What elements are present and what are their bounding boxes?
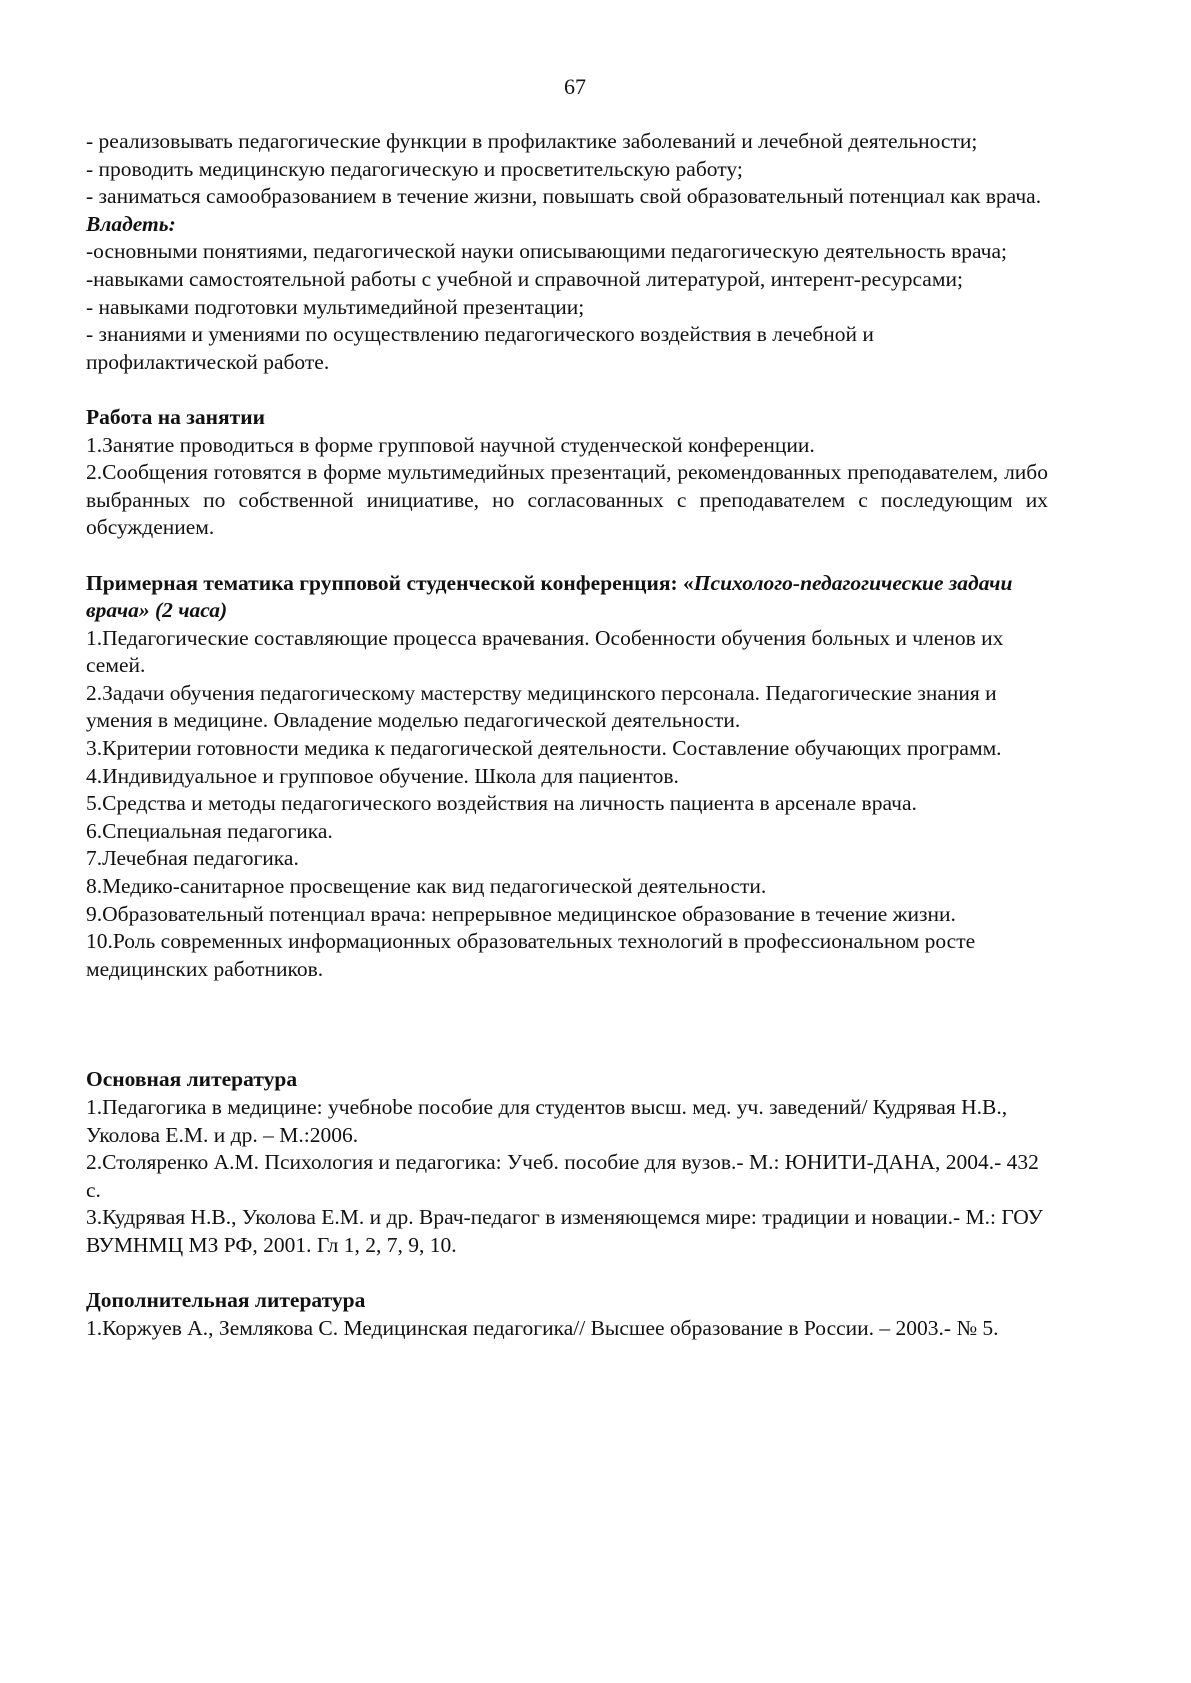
topic-item: 6.Специальная педагогика. xyxy=(86,818,333,843)
topic-item: 8.Медико-санитарное просвещение как вид педагогической деятельности. xyxy=(86,874,767,899)
main-literature-item: 3.Кудрявая Н.В., Уколова Е.М. и др. Врач-педагог в изменяющемся мире: традиции и новации.- М.: ГОУ ВУМНМЦ МЗ РФ, 2001. Гл 1, 2, 7, 9, 10. xyxy=(86,1205,1043,1257)
additional-literature-item: 1.Коржуев А., Землякова С. Медицинская педагогика// Высшее образование в России. – 2003.- № 5. xyxy=(86,1315,999,1340)
topics-heading-bold: Примерная тематика групповой студенческой конференция: « xyxy=(86,570,694,595)
additional-literature-heading: Дополнительная литература xyxy=(86,1288,366,1313)
main-literature-item: 1.Педагогика в медицине: учебноbе пособие для студентов высш. мед. уч. заведений/ Кудрявая Н.В., Уколова Е.М. и др. – М.:2006. xyxy=(86,1095,1008,1147)
main-literature-heading: Основная литература xyxy=(86,1067,298,1092)
topic-item: 2.Задачи обучения педагогическому мастерству медицинского персонала. Педагогические знания и умения в медицине. Овладение моделью педагогической деятельности. xyxy=(86,680,997,733)
page-number: 67 xyxy=(564,74,586,99)
own-item: -основными понятиями, педагогической науки описывающими педагогическую деятельность врача; xyxy=(86,239,1007,264)
main-literature-item: 2.Столяренко А.М. Психология и педагогика: Учеб. пособие для вузов.- М.: ЮНИТИ-ДАНА, 2004.- 432 с. xyxy=(86,1150,1039,1202)
topic-item: 1.Педагогические составляющие процесса врачевания. Особенности обучения больных и членов их семей. xyxy=(86,625,1004,678)
topic-item: 4.Индивидуальное и групповое обучение. Школа для пациентов. xyxy=(86,763,679,788)
own-item: -навыками самостоятельной работы с учебной и справочной литературой, интерент-ресурсами; xyxy=(86,266,963,291)
topics-heading xyxy=(86,570,1048,625)
skills-item: - проводить медицинскую педагогическую и просветительскую работу; xyxy=(86,156,743,181)
skills-item: - реализовывать педагогические функции в профилактике заболеваний и лечебной деятельности; xyxy=(86,129,978,153)
topic-item: 7.Лечебная педагогика. xyxy=(86,846,299,871)
topic-item: 9.Образовательный потенциал врача: непрерывное медицинское образование в течение жизни. xyxy=(86,901,956,926)
topic-item: 5.Средства и методы педагогического воздействия на личность пациента в арсенале врача. xyxy=(86,791,917,816)
work-heading: Работа на занятии xyxy=(86,404,266,429)
own-item: - навыками подготовки мультимедийной презентации; xyxy=(86,294,585,319)
page-content xyxy=(86,128,1048,1342)
own-heading: Владеть: xyxy=(86,211,176,236)
work-item: 1.Занятие проводиться в форме групповой научной студенческой конференции. xyxy=(86,432,815,457)
work-item: 2.Сообщения готовятся в форме мультимедийных презентаций, рекомендованных преподавателем, либо выбранных по собственной инициативе, но согласованных с преподавателем с последующим их обсуждением. xyxy=(86,460,1048,540)
skills-item: - заниматься самообразованием в течение жизни, повышать свой образовательный потенциал как врача. xyxy=(86,184,1042,209)
topic-item: 3.Критерии готовности медика к педагогической деятельности. Составление обучающих программ. xyxy=(86,736,1002,761)
own-item: - знаниями и умениями по осуществлению педагогического воздействия в лечебной и профилактической работе. xyxy=(86,322,874,374)
topics-heading-italic: Психолого-педагогические задачи врача» (2 часа) xyxy=(86,570,1013,623)
topic-item: 10.Роль современных информационных образовательных технологий в профессиональном росте медицинских работников. xyxy=(86,929,976,981)
